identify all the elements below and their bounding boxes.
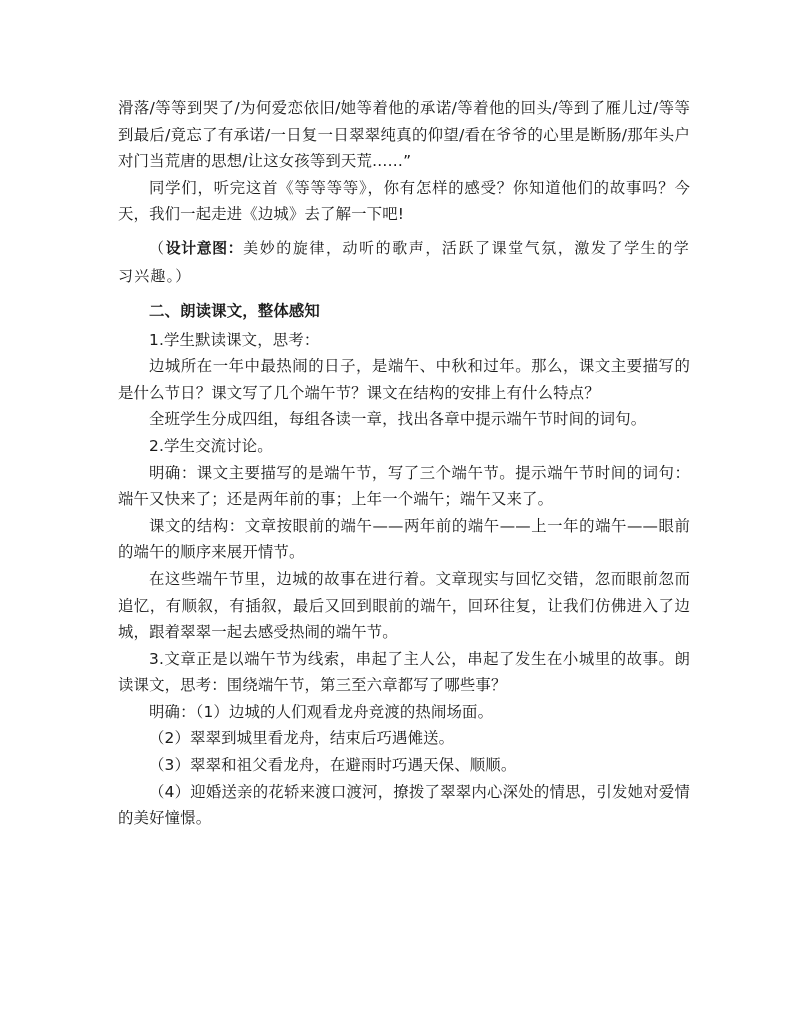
- paragraph-item-2: （2）翠翠到城里看龙舟，结束后巧遇傩送。: [149, 729, 455, 748]
- design-intent-colon: ：: [227, 238, 244, 257]
- paragraph-step-2: 2.学生交流讨论。: [149, 436, 273, 455]
- intro-question-paragraph: 同学们，听完这首《等等等等》，你有怎样的感受？你知道他们的故事吗？今天，我们一起走进《边城》去了解一下吧!: [118, 178, 690, 224]
- design-intent-open: （: [149, 238, 166, 257]
- design-intent-text: 美妙的旋律，动听的歌声，活跃了课堂气氛，激发了学生的学习兴趣。）: [118, 238, 691, 285]
- intro-quote-paragraph: 滑落/等等到哭了/为何爱恋依旧/她等着他的承诺/等着他的回头/等到了雁儿过/等等到最后/竟忘了有承诺/一日复一日翠翠纯真的仰望/看在爷爷的心里是断肠/那年头户对门当荒唐的思想/让这女孩等到天荒……”: [118, 99, 690, 171]
- document-page: [118, 95, 690, 832]
- paragraph-item-4: （4）迎婚送亲的花轿来渡口渡河，撩拨了翠翠内心深处的情思，引发她对爱情的美好憧憬。: [118, 782, 690, 828]
- paragraph-question: 边城所在一年中最热闹的日子，是端午、中秋和过年。那么，课文主要描写的是什么节日？课文写了几个端午节？课文在结构的安排上有什么特点？: [118, 357, 690, 402]
- paragraph-item-3: （3）翠翠和祖父看龙舟，在避雨时巧遇天保、顺顺。: [149, 756, 517, 775]
- paragraph-step-1: 1.学生默读课文，思考：: [149, 330, 320, 349]
- paragraph-group-task: 全班学生分成四组，每组各读一章，找出各章中提示端午节时间的词句。: [149, 410, 647, 429]
- paragraph-step-3: 3.文章正是以端午节为线索，串起了主人公，串起了发生在小城里的故事。朗读课文，思考：围绕端午节，第三至六章都写了哪些事？: [118, 649, 690, 695]
- section-heading: 二、朗读课文，整体感知: [149, 301, 320, 320]
- design-intent-label: 设计意图: [165, 238, 228, 257]
- paragraph-clarify-1: 明确：课文主要描写的是端午节，写了三个端午节。提示端午节时间的词句：端午又快来了；还是两年前的事；上年一个端午；端午又来了。: [118, 463, 690, 509]
- paragraph-clarify-2: 明确：（1）边城的人们观看龙舟竞渡的热闹场面。: [149, 702, 494, 721]
- design-intent-paragraph: [118, 234, 690, 290]
- paragraph-structure: 课文的结构：文章按眼前的端午——两年前的端午——上一年的端午——眼前的端午的顺序来展开情节。: [118, 516, 690, 562]
- paragraph-story: 在这些端午节里，边城的故事在进行着。文章现实与回忆交错，忽而眼前忽而追忆，有顺叙，有插叙，最后又回到眼前的端午，回环往复，让我们仿佛进入了边城，跟着翠翠一起去感受热闹的端午节。: [118, 569, 690, 642]
